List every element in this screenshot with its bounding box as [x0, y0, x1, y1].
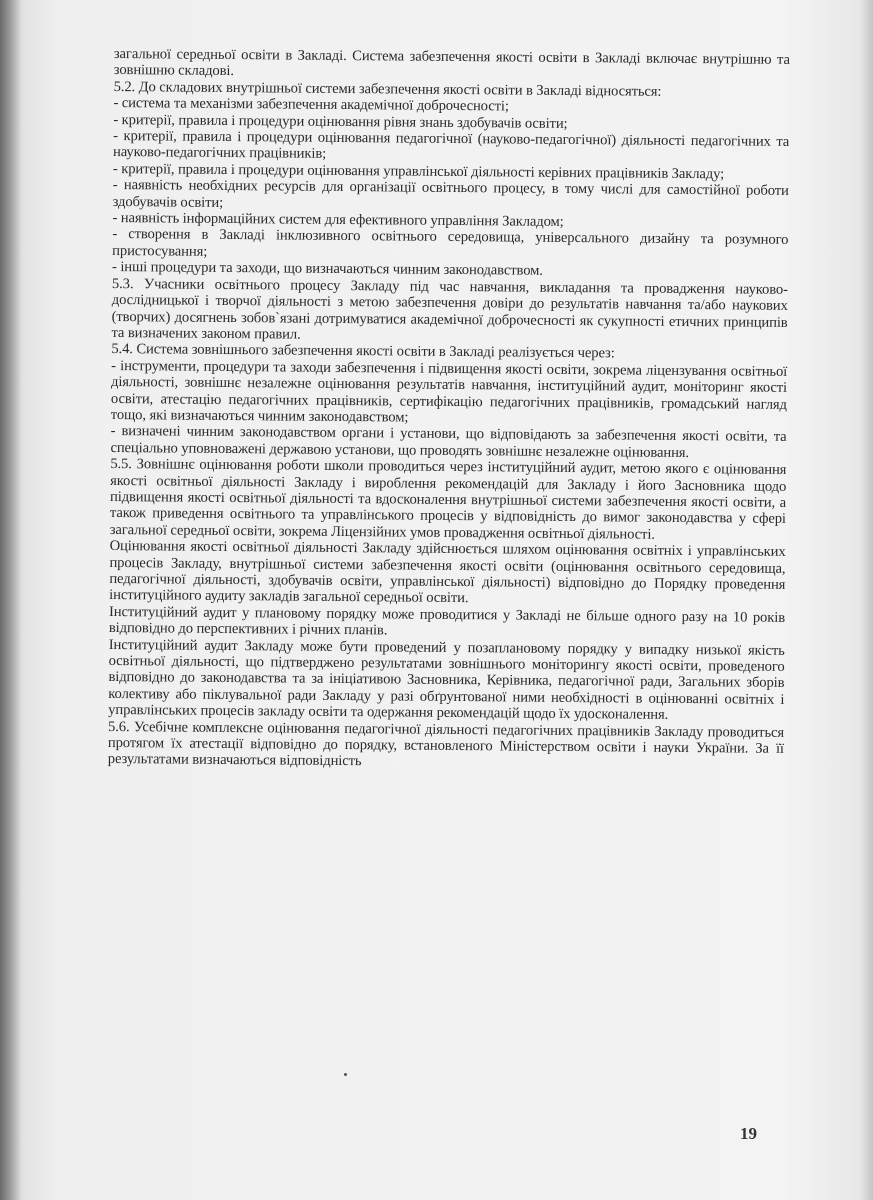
paragraph-5-6: 5.6. Усебічне комплексне оцінювання педагогічної діяльності педагогічних працівників Закладу проводиться протягом їх атестації відповідно до порядку, встановленого Міністерством освіти і науки України. За її результатами визначаються відповідність [107, 718, 785, 770]
paragraph-5-3: 5.3. Учасники освітнього процесу Закладу під час навчання, викладання та провадження науково-дослідницької і творчої діяльності з метою забезпечення довіри до результатів навчання та/або наукових (творчих) досягнень зобов`язані дотримуватися академічної доброчесності як сукупності етичних принципів та визначених законом правил. [111, 275, 788, 343]
paragraph-5-5: 5.5. Зовнішнє оцінювання роботи школи проводиться через інституційний аудит, метою якого є оцінювання якості освітньої діяльності Закладу і вироблення рекомендацій для Закладу і його Засновника щодо підвищення якості освітньої діяльності та вдосконалення внутрішньої системи забезпечення якості освіти, а також приведення освітнього та управлінського процесів у відповідність до вимог законодавства у сфері загальної середньої освіти, зокрема Ліцензійних умов провадження освітньої діяльності. [109, 456, 787, 543]
list-item: - критерії, правила і процедури оцінювання управлінської діяльності керівних працівників Закладу; [112, 160, 725, 183]
document-body [108, 46, 790, 774]
paragraph-5-2: 5.2. До складових внутрішньої системи забезпечення якості освіти в Закладі відносяться: [113, 78, 662, 100]
scan-speck [344, 1073, 347, 1076]
paragraph-intro: загальної середньої освіти в Закладі. Система забезпечення якості освіти в Закладі включає внутрішню та зовнішню складові. [113, 46, 790, 80]
list-item: - система та механізми забезпечення академічної доброчесності; [113, 95, 509, 115]
page-edge-shadow [859, 0, 873, 1200]
list-item: - наявність інформаційних систем для ефективного управління Закладом; [112, 210, 564, 230]
list-item: - наявність необхідних ресурсів для організації освітнього процесу, в тому числі для самостійної роботи здобувачів освіти; [112, 177, 789, 211]
paragraph-5-4: 5.4. Система зовнішнього забезпечення якості освіти в Закладі реалізується через: [111, 341, 615, 362]
list-item: - критерії, правила і процедури оцінювання педагогічної (науково-педагогічної) діяльності педагогічних та науково-педагогічних працівників; [113, 128, 790, 163]
paragraph-assessment: Оцінювання якості освітньої діяльності Закладу здійснюється шляхом оцінювання освітніх і управлінських процесів Закладу, внутрішньої системи забезпечення якості освіти (оцінювання освітнього середовища, педагогічної діяльності, здобувачів освіти, управлінської діяльності) відповідно до Порядку проведення інституційного аудиту закладів загальної середньої освіти. [109, 538, 786, 607]
list-item: - створення в Закладі інклюзивного освітнього середовища, універсального дизайну та розумного пристосування; [112, 226, 789, 260]
list-item: - визначені чинним законодавством органи і установи, що відповідають за забезпечення якості освіти, та спеціально уповноважені державою установи, що проводять зовнішнє незалежне оцінювання. [110, 423, 787, 461]
paragraph-planned-audit: Інституційний аудит у плановому порядку може проводитися у Закладі не більше одного разу на 10 років відповідно до перспективних і річних планів. [108, 603, 786, 639]
list-item: - інші процедури та заходи, що визначаються чинним законодавством. [111, 259, 543, 280]
paragraph-unplanned-audit: Інституційний аудит Закладу може бути проведений у позаплановому порядку у випадку низької якість освітньої діяльності, що підтверджено результатами зовнішнього моніторингу якості освіти, проведеного відповідно до законодавства та за ініціативою Засновника, Керівника, педагогічної ради, Загальних зборів колективу або піклувальної ради Закладу у разі обґрунтованої ними необхідності в оцінюванні освітніх і управлінських процесів закладу освіти та одержання рекомендацій щодо їх удосконалення. [108, 636, 785, 724]
page-number: 19 [740, 1124, 757, 1143]
list-item: - інструменти, процедури та заходи забезпечення і підвищення якості освіти, зокрема ліцензування освітньої діяльності, зовнішнє незалежне оцінювання результатів навчання, інституційний аудит, моніторинг якості освіти, атестацію педагогічних працівників, сертифікацію педагогічних працівників, громадський нагляд тощо, які визначаються чинним законодавством; [110, 357, 788, 426]
list-item: - критерії, правила і процедури оцінювання рівня знань здобувачів освіти; [113, 111, 568, 132]
